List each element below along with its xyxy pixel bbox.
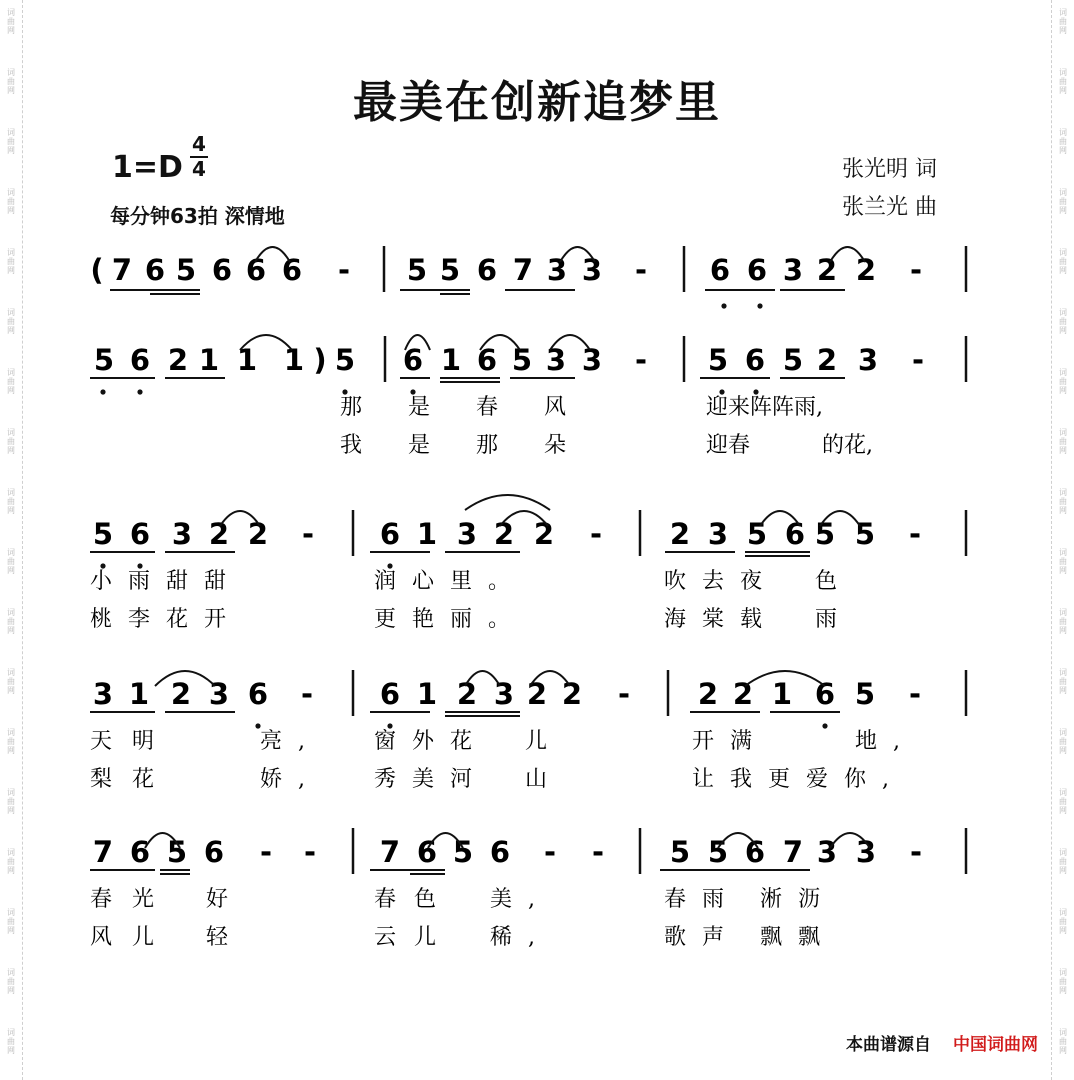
- note-digit: 6: [709, 253, 731, 287]
- note-digit: 2: [167, 343, 189, 377]
- watermark-text: 词 曲 网: [7, 368, 15, 395]
- note-digit: 6: [247, 677, 269, 711]
- note-digit: 5: [746, 517, 768, 551]
- note-digit: 7: [111, 253, 133, 287]
- note-digit: 5: [452, 835, 474, 869]
- note-digit: 6: [784, 517, 806, 551]
- watermark-text: 词 曲 网: [7, 608, 15, 635]
- note-digit: 5: [707, 343, 729, 377]
- note-digit: 5: [92, 517, 114, 551]
- watermark-text: 词 曲 网: [1059, 788, 1067, 815]
- note-digit: 6: [476, 343, 498, 377]
- parenthesis: ): [313, 343, 327, 377]
- octave-dot: [757, 303, 762, 308]
- note-digit: 5: [707, 835, 729, 869]
- note-digit: 6: [245, 253, 267, 287]
- note-digit: 6: [129, 835, 151, 869]
- octave-dot: [822, 723, 827, 728]
- watermark-text: 词 曲 网: [7, 428, 15, 455]
- lyric-line: 梨 花 娇, 秀美河 山 让我更爱你,: [90, 767, 905, 792]
- octave-dot: [721, 303, 726, 308]
- dash-extension: -: [617, 677, 631, 711]
- note-digit: 6: [744, 343, 766, 377]
- dash-extension: -: [300, 677, 314, 711]
- dash-extension: -: [911, 343, 925, 377]
- dash-extension: -: [909, 253, 923, 287]
- dash-extension: -: [591, 835, 605, 869]
- note-digit: 7: [782, 835, 804, 869]
- note-digit: 6: [489, 835, 511, 869]
- note-digit: 7: [92, 835, 114, 869]
- note-digit: 1: [416, 517, 438, 551]
- note-digit: 6: [814, 677, 836, 711]
- note-digit: 2: [526, 677, 548, 711]
- note-digit: 6: [144, 253, 166, 287]
- note-digit: 3: [456, 517, 478, 551]
- time-signature-top: 4: [192, 132, 206, 156]
- note-digit: 1: [236, 343, 258, 377]
- note-digit: 6: [281, 253, 303, 287]
- note-digit: 2: [855, 253, 877, 287]
- lyricist-credit: 张光明 词: [842, 157, 937, 182]
- dash-extension: -: [589, 517, 603, 551]
- note-digit: 3: [581, 343, 603, 377]
- slur-arc: [465, 495, 550, 510]
- watermark-text: 词 曲 网: [7, 968, 15, 995]
- note-digit: 5: [334, 343, 356, 377]
- note-digit: 5: [854, 517, 876, 551]
- dash-extension: -: [634, 343, 648, 377]
- parenthesis: (: [90, 253, 104, 287]
- note-digit: 2: [697, 677, 719, 711]
- lyric-line: 天 明 亮, 窗外花 儿 开满 地,: [90, 729, 916, 754]
- note-digit: 3: [171, 517, 193, 551]
- watermark-text: 词 曲 网: [1059, 548, 1067, 575]
- watermark-text: 词 曲 网: [1059, 68, 1067, 95]
- note-digit: 5: [814, 517, 836, 551]
- octave-dot: [255, 723, 260, 728]
- time-signature-bottom: 4: [192, 157, 206, 181]
- source-label: 本曲谱源自: [846, 1035, 931, 1055]
- source-site-link[interactable]: 中国词曲网: [953, 1035, 1038, 1055]
- watermark-text: 词 曲 网: [7, 788, 15, 815]
- watermark-text: 词 曲 网: [1059, 668, 1067, 695]
- octave-dot: [100, 389, 105, 394]
- watermark-text: 词 曲 网: [7, 308, 15, 335]
- note-digit: 3: [857, 343, 879, 377]
- note-digit: 1: [198, 343, 220, 377]
- note-digit: 5: [175, 253, 197, 287]
- note-digit: 3: [545, 343, 567, 377]
- octave-dot: [137, 389, 142, 394]
- octave-dot: [410, 389, 415, 394]
- octave-dot: [342, 389, 347, 394]
- note-digit: 2: [732, 677, 754, 711]
- note-digit: 5: [406, 253, 428, 287]
- note-digit: 5: [854, 677, 876, 711]
- watermark-text: 词 曲 网: [7, 128, 15, 155]
- dash-extension: -: [259, 835, 273, 869]
- note-digit: 6: [744, 835, 766, 869]
- watermark-text: 词 曲 网: [1059, 128, 1067, 155]
- note-digit: 6: [416, 835, 438, 869]
- dash-extension: -: [634, 253, 648, 287]
- watermark-text: 词 曲 网: [7, 908, 15, 935]
- watermark-text: 词 曲 网: [1059, 608, 1067, 635]
- watermark-text: 词 曲 网: [7, 728, 15, 755]
- note-digit: 2: [816, 343, 838, 377]
- dash-extension: -: [908, 677, 922, 711]
- dash-extension: -: [909, 835, 923, 869]
- note-digit: 5: [669, 835, 691, 869]
- watermark-text: 词 曲 网: [7, 1028, 15, 1055]
- octave-dot: [719, 389, 724, 394]
- watermark-text: 词 曲 网: [1059, 428, 1067, 455]
- note-digit: 3: [816, 835, 838, 869]
- watermark-text: 词 曲 网: [7, 68, 15, 95]
- note-digit: 6: [211, 253, 233, 287]
- lyric-line: 桃李花开 更艳丽。 海棠载 雨: [90, 607, 854, 632]
- watermark-text: 词 曲 网: [1059, 908, 1067, 935]
- octave-dot: [100, 563, 105, 568]
- note-digit: 5: [511, 343, 533, 377]
- note-digit: 1: [771, 677, 793, 711]
- watermark-text: 词 曲 网: [7, 548, 15, 575]
- note-digit: 2: [493, 517, 515, 551]
- note-digit: 1: [128, 677, 150, 711]
- watermark-text: 词 曲 网: [1059, 1028, 1067, 1055]
- watermark-text: 词 曲 网: [1059, 488, 1067, 515]
- dash-extension: -: [301, 517, 315, 551]
- note-digit: 2: [816, 253, 838, 287]
- song-title: 最美在创新追梦里: [353, 77, 721, 128]
- note-digit: 6: [129, 517, 151, 551]
- dash-extension: -: [908, 517, 922, 551]
- note-digit: 3: [546, 253, 568, 287]
- lyric-line: 那 是 春 风 迎来阵阵雨,: [340, 395, 823, 420]
- watermark-text: 词 曲 网: [1059, 968, 1067, 995]
- note-digit: 6: [203, 835, 225, 869]
- lyric-line: 春 光 好 春色 美, 春雨 淅沥: [90, 887, 837, 912]
- composer-credit: 张兰光 曲: [842, 195, 937, 220]
- note-digit: 1: [416, 677, 438, 711]
- note-digit: 2: [669, 517, 691, 551]
- note-digit: 2: [533, 517, 555, 551]
- lyric-line: 小雨甜甜 润心里。 吹去夜 色: [90, 569, 854, 594]
- dash-extension: -: [303, 835, 317, 869]
- note-digit: 3: [92, 677, 114, 711]
- watermark-text: 词 曲 网: [7, 188, 15, 215]
- note-digit: 2: [247, 517, 269, 551]
- watermark-text: 词 曲 网: [1059, 8, 1067, 35]
- note-digit: 2: [170, 677, 192, 711]
- octave-dot: [137, 563, 142, 568]
- note-digit: 1: [283, 343, 305, 377]
- note-digit: 6: [129, 343, 151, 377]
- watermark-text: 词 曲 网: [7, 248, 15, 275]
- lyric-line: 风 儿 轻 云儿 稀, 歌声 飘飘: [90, 925, 837, 950]
- watermark-text: 词 曲 网: [1059, 188, 1067, 215]
- note-digit: 2: [561, 677, 583, 711]
- octave-dot: [387, 563, 392, 568]
- note-digit: 1: [440, 343, 462, 377]
- watermark-text: 词 曲 网: [1059, 308, 1067, 335]
- note-digit: 5: [439, 253, 461, 287]
- note-digit: 5: [782, 343, 804, 377]
- note-digit: 6: [379, 677, 401, 711]
- note-digit: 7: [379, 835, 401, 869]
- note-digit: 3: [493, 677, 515, 711]
- note-digit: 3: [707, 517, 729, 551]
- watermark-text: 词 曲 网: [1059, 728, 1067, 755]
- lyric-line: 我 是 那 朵 迎春 的花,: [340, 433, 873, 458]
- note-digit: 3: [855, 835, 877, 869]
- note-digit: 3: [208, 677, 230, 711]
- note-digit: 5: [166, 835, 188, 869]
- note-digit: 6: [746, 253, 768, 287]
- note-digit: 6: [379, 517, 401, 551]
- watermark-text: 词 曲 网: [7, 488, 15, 515]
- dash-extension: -: [543, 835, 557, 869]
- note-digit: 3: [782, 253, 804, 287]
- octave-dot: [753, 389, 758, 394]
- note-digit: 5: [93, 343, 115, 377]
- watermark-text: 词 曲 网: [7, 848, 15, 875]
- note-digit: 6: [402, 343, 424, 377]
- note-digit: 2: [208, 517, 230, 551]
- octave-dot: [387, 723, 392, 728]
- watermark-text: 词 曲 网: [1059, 368, 1067, 395]
- watermark-text: 词 曲 网: [7, 668, 15, 695]
- watermark-text: 词 曲 网: [1059, 848, 1067, 875]
- key-signature: 1=D: [112, 150, 183, 185]
- tempo-marking: 每分钟63拍 深情地: [110, 204, 285, 228]
- dash-extension: -: [337, 253, 351, 287]
- note-digit: 7: [512, 253, 534, 287]
- note-digit: 6: [476, 253, 498, 287]
- watermark-text: 词 曲 网: [7, 8, 15, 35]
- watermark-text: 词 曲 网: [1059, 248, 1067, 275]
- note-digit: 2: [456, 677, 478, 711]
- note-digit: 3: [581, 253, 603, 287]
